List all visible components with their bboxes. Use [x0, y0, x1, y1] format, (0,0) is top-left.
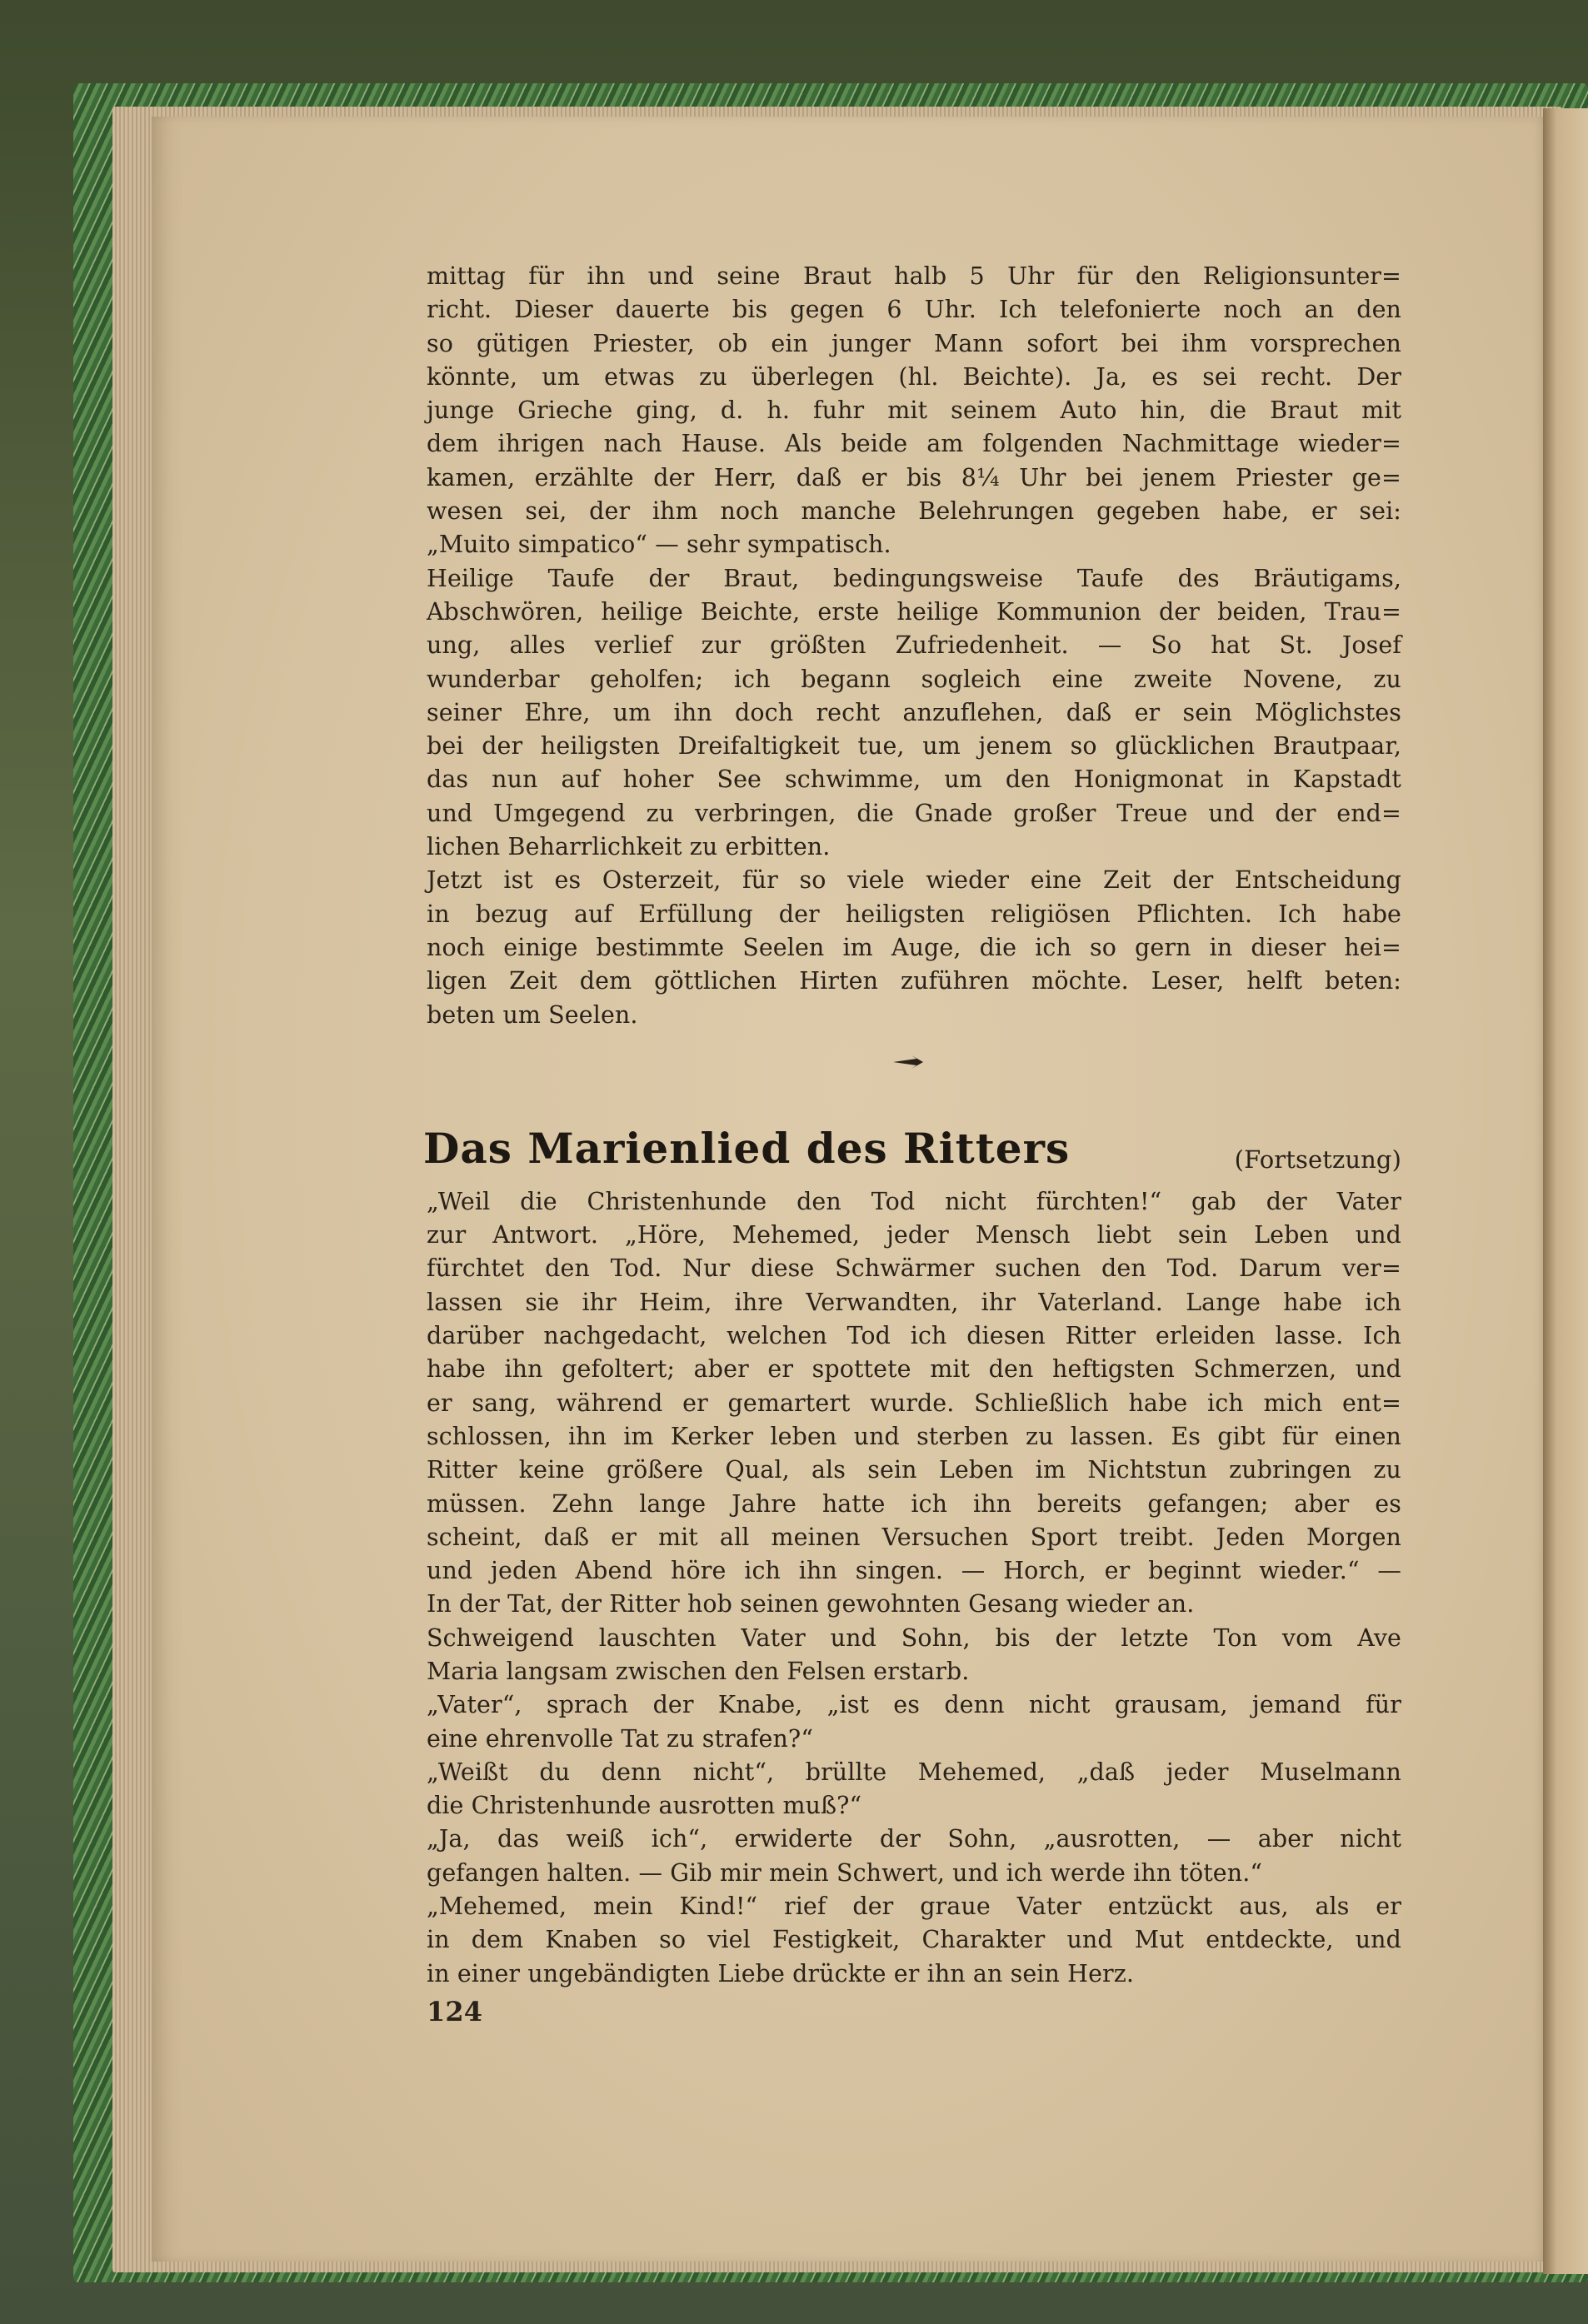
text-line: lassen sie ihr Heim, ihre Verwandten, ihr Vaterland. Lange habe ich: [427, 1288, 1401, 1316]
section-ornament: [427, 1032, 1401, 1109]
text-line: fürchtet den Tod. Nur diese Schwärmer suchen den Tod. Darum ver=: [427, 1254, 1401, 1283]
article-heading-row: [423, 1109, 1401, 1185]
dagger-ornament-icon: [891, 1054, 925, 1070]
text-line: kamen, erzählte der Herr, daß er bis 8¼ Uhr bei jenem Priester ge=: [427, 463, 1401, 491]
text-line: ung, alles verlief zur größten Zufriedenheit. — So hat St. Josef: [427, 631, 1401, 660]
text-line: bei der heiligsten Dreifaltigkeit tue, um jenem so glücklichen Brautpaar,: [427, 732, 1401, 761]
text-line: er sang, während er gemartert wurde. Schließlich habe ich mich ent=: [427, 1389, 1401, 1417]
text-line: in bezug auf Erfüllung der heiligsten religiösen Pflichten. Ich habe: [427, 900, 1401, 928]
text-line: „Weil die Christenhunde den Tod nicht fürchten!“ gab der Vater: [427, 1187, 1401, 1215]
text-line: so gütigen Priester, ob ein junger Mann sofort bei ihm vorsprechen: [427, 329, 1401, 357]
text-line: „Weißt du denn nicht“, brüllte Mehemed, „daß jeder Muselmann: [427, 1758, 1401, 1786]
text-line: zur Antwort. „Höre, Mehemed, jeder Mensch liebt sein Leben und: [427, 1221, 1401, 1249]
text-line: und Umgegend zu verbringen, die Gnade großer Treue und der end=: [427, 799, 1401, 827]
text-line: das nun auf hoher See schwimme, um den Honigmonat in Kapstadt: [427, 766, 1401, 794]
text-line: beten um Seelen.: [427, 1000, 638, 1029]
page-text: [423, 260, 1401, 2027]
text-line: Heilige Taufe der Braut, bedingungsweise Taufe des Bräutigams,: [427, 564, 1401, 592]
text-line: schlossen, ihn im Kerker leben und sterben zu lassen. Es gibt für einen: [427, 1422, 1401, 1450]
text-line: In der Tat, der Ritter hob seinen gewohnten Gesang wieder an.: [427, 1590, 1195, 1618]
text-line: müssen. Zehn lange Jahre hatte ich ihn bereits gefangen; aber es: [427, 1489, 1401, 1518]
page-number: 124: [427, 1995, 483, 2027]
text-line: die Christenhunde ausrotten muß?“: [427, 1792, 862, 1820]
text-line: darüber nachgedacht, welchen Tod ich diesen Ritter erleiden lasse. Ich: [427, 1322, 1401, 1350]
text-line: scheint, daß er mit all meinen Versuchen Sport treibt. Jeden Morgen: [427, 1523, 1401, 1551]
text-line: „Ja, das weiß ich“, erwiderte der Sohn, „ausrotten, — aber nicht: [427, 1825, 1401, 1853]
article-text: [427, 1185, 1401, 1991]
text-line: wunderbar geholfen; ich begann sogleich eine zweite Novene, zu: [427, 665, 1401, 693]
text-line: dem ihrigen nach Hause. Als beide am folgenden Nachmittage wieder=: [427, 430, 1401, 458]
text-line: „Vater“, sprach der Knabe, „ist es denn nicht grausam, jemand für: [427, 1691, 1401, 1719]
article-subtitle: (Fortsetzung): [1234, 1145, 1401, 1174]
text-line: junge Grieche ging, d. h. fuhr mit seinem Auto hin, die Braut mit: [427, 396, 1401, 425]
text-line: in einer ungebändigten Liebe drückte er ihn an sein Herz.: [427, 1959, 1135, 1987]
text-line: Abschwören, heilige Beichte, erste heilige Kommunion der beiden, Trau=: [427, 597, 1401, 626]
text-line: könnte, um etwas zu überlegen (hl. Beichte). Ja, es sei recht. Der: [427, 362, 1401, 391]
text-line: noch einige bestimmte Seelen im Auge, die ich so gern in dieser hei=: [427, 933, 1401, 961]
text-line: ligen Zeit dem göttlichen Hirten zuführen möchte. Leser, helft beten:: [427, 967, 1401, 995]
text-line: in dem Knaben so viel Festigkeit, Charakter und Mut entdeckte, und: [427, 1926, 1401, 1954]
text-line: und jeden Abend höre ich ihn singen. — Horch, er beginnt wieder.“ —: [427, 1557, 1401, 1585]
text-line: „Mehemed, mein Kind!“ rief der graue Vater entzückt aus, als er: [427, 1893, 1401, 1921]
text-line: lichen Beharrlichkeit zu erbitten.: [427, 833, 831, 861]
text-line: Maria langsam zwischen den Felsen erstarb.: [427, 1657, 970, 1685]
text-line: seiner Ehre, um ihn doch recht anzuflehen, daß er sein Möglichstes: [427, 698, 1401, 726]
article-title: Das Marienlied des Ritters: [423, 1123, 1071, 1173]
text-line: eine ehrenvolle Tat zu strafen?“: [427, 1724, 813, 1753]
text-line: gefangen halten. — Gib mir mein Schwert, und ich werde ihn töten.“: [427, 1858, 1263, 1887]
text-line: „Muito simpatico“ — sehr sympatisch.: [427, 531, 891, 559]
text-line: mittag für ihn und seine Braut halb 5 Uhr für den Religionsunter=: [427, 262, 1401, 290]
text-line: richt. Dieser dauerte bis gegen 6 Uhr. Ich telefonierte noch an den: [427, 296, 1401, 324]
previous-article-text: [427, 260, 1401, 1032]
facing-page-edge: [1543, 108, 1588, 2274]
text-line: Schweigend lauschten Vater und Sohn, bis der letzte Ton vom Ave: [427, 1623, 1401, 1652]
text-line: Ritter keine größere Qual, als sein Leben im Nichtstun zubringen zu: [427, 1456, 1401, 1484]
text-line: wesen sei, der ihm noch manche Belehrungen gegeben habe, er sei:: [427, 497, 1401, 526]
text-line: habe ihn gefoltert; aber er spottete mit den heftigsten Schmerzen, und: [427, 1355, 1401, 1384]
text-line: Jetzt ist es Osterzeit, für so viele wieder eine Zeit der Entscheidung: [427, 866, 1401, 895]
